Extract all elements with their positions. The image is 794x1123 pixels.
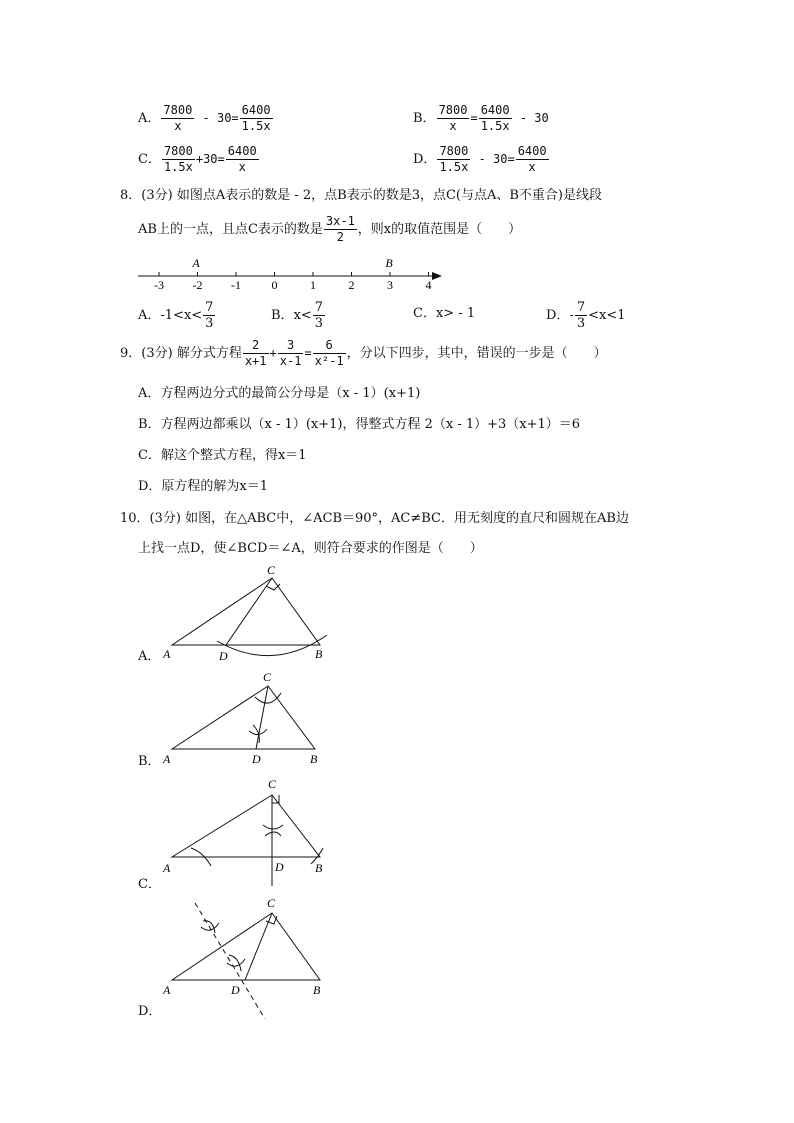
svg-text:C: C (267, 896, 276, 910)
q7-option-b: B． $\frac{7800}{x}$ = $\frac{6400}{1.5x}$ - 30 (413, 103, 549, 133)
q9-option-c: C．解这个整式方程，得x＝1 (138, 448, 307, 463)
fraction: $\frac{7800}{x}$ (438, 103, 468, 133)
q10-option-b-label: B． (138, 754, 161, 769)
number-line-tick-label: 4 (425, 278, 432, 292)
fraction: $\frac{7800}{1.5x}$ (439, 144, 469, 174)
q10-option-d-label: D． (138, 1004, 162, 1019)
fraction: $\frac{7800}{1.5x}$ (163, 144, 193, 174)
svg-text:D: D (275, 860, 284, 874)
q9-option-d: D．原方程的解为x＝1 (138, 479, 269, 494)
svg-text:D: D (252, 752, 261, 766)
number-line-tick-label: 0 (271, 278, 278, 292)
svg-text:B: B (313, 983, 321, 997)
number-line-point-a: A (192, 256, 200, 270)
q8-option-a: A．-1<x< $\frac{7}{3}$ (138, 300, 214, 331)
svg-text:C: C (263, 670, 272, 684)
q9-option-a: A．方程两边分式的最简公分母是（x - 1）(x+1) (138, 386, 421, 401)
q7-option-c: C． $\frac{7800}{1.5x}$ +30= $\frac{6400}{x}$ (138, 144, 257, 174)
q9-stem: 9．(3分) 解分式方程 $\frac{2}{x+1}$ + $\frac{3}{x-1}$ = $\frac{6}{\text{x²-1}}$ ，分以下四步，其中，错误的一步是（ ） (120, 338, 607, 368)
fraction: $\frac{7}{3}$ (205, 300, 214, 331)
q10-option-a-label: A． (138, 649, 161, 664)
q8-option-d: D．- $\frac{7}{3}$ <x<1 (546, 300, 626, 331)
svg-text:B: B (310, 752, 318, 766)
svg-text:A: A (163, 647, 171, 661)
q10-figure-b (155, 667, 355, 772)
svg-text:C: C (267, 563, 276, 577)
q7-option-d: D． $\frac{7800}{1.5x}$ - 30= $\frac{6400}{x}$ (413, 144, 547, 174)
number-line-tick-label: 2 (348, 278, 355, 292)
number-line-tick-label: 1 (310, 278, 316, 292)
q10-figure-d (155, 893, 355, 1023)
number-line-tick-label: -1 (231, 278, 241, 292)
svg-text:A: A (163, 983, 171, 997)
q7-option-a: A． $\frac{7800}{x}$ - 30= $\frac{6400}{1.5x}$ (138, 103, 271, 133)
svg-text:A: A (163, 861, 171, 875)
q10-figure-c (155, 770, 355, 895)
number-line-tick-label: 3 (387, 278, 393, 292)
fraction: $\frac{3}{x-1}$ (279, 338, 302, 368)
fraction: $\frac{7}{3}$ (314, 300, 324, 331)
arrow-icon (432, 272, 442, 280)
q10-figure-a (155, 563, 355, 668)
svg-text:C: C (268, 777, 277, 791)
q9-option-b: B．方程两边都乘以（x - 1）(x+1)，得整式方程 2（x - 1）+3（x+1）＝6 (138, 417, 581, 432)
fraction: $\frac{7800}{x}$ (163, 103, 193, 133)
q10-stem-line2: 上找一点D，使∠BCD＝∠A，则符合要求的作图是（ ） (138, 541, 483, 556)
svg-text:B: B (315, 861, 323, 875)
number-line-point-b: B (385, 256, 393, 270)
fraction: $\frac{6400}{1.5x}$ (241, 103, 271, 133)
svg-text:D: D (231, 983, 240, 997)
svg-text:B: B (315, 647, 323, 661)
q8-option-c: C．x> - 1 (413, 306, 476, 321)
number-line-tick-label: -3 (154, 278, 164, 292)
q8-option-b: B．x< $\frac{7}{3}$ (271, 300, 324, 331)
fraction: $\frac{7}{3}$ (576, 300, 586, 331)
q10-stem-line1: 10．(3分) 如图，在△ABC中，∠ACB＝90°，AC≠BC．用无刻度的直尺和圆规在AB边 (120, 511, 629, 526)
number-line-figure (130, 252, 450, 292)
svg-text:D: D (219, 649, 228, 663)
fraction: $\frac{6400}{1.5x}$ (480, 103, 510, 133)
svg-text:A: A (163, 752, 171, 766)
q10-option-c-label: C． (138, 877, 161, 892)
fraction: $\frac{6400}{x}$ (227, 144, 257, 174)
fraction: $\frac{3x-1}{2}$ (325, 214, 355, 244)
fraction: $\frac{6400}{x}$ (517, 144, 547, 174)
q8-stem-line1: 8．(3分) 如图点A表示的数是 - 2，点B表示的数是3，点C(与点A、B不重合)是线段 (120, 188, 602, 203)
number-line-tick-label: -2 (192, 278, 203, 292)
q8-stem-line2: AB上的一点，且点C表示的数是 $\frac{3x-1}{2}$ ，则x的取值范围是（ ） (138, 214, 522, 244)
fraction: $\frac{2}{x+1}$ (244, 338, 267, 368)
fraction: $\frac{6}{\text{x²-1}}$ (314, 338, 344, 368)
